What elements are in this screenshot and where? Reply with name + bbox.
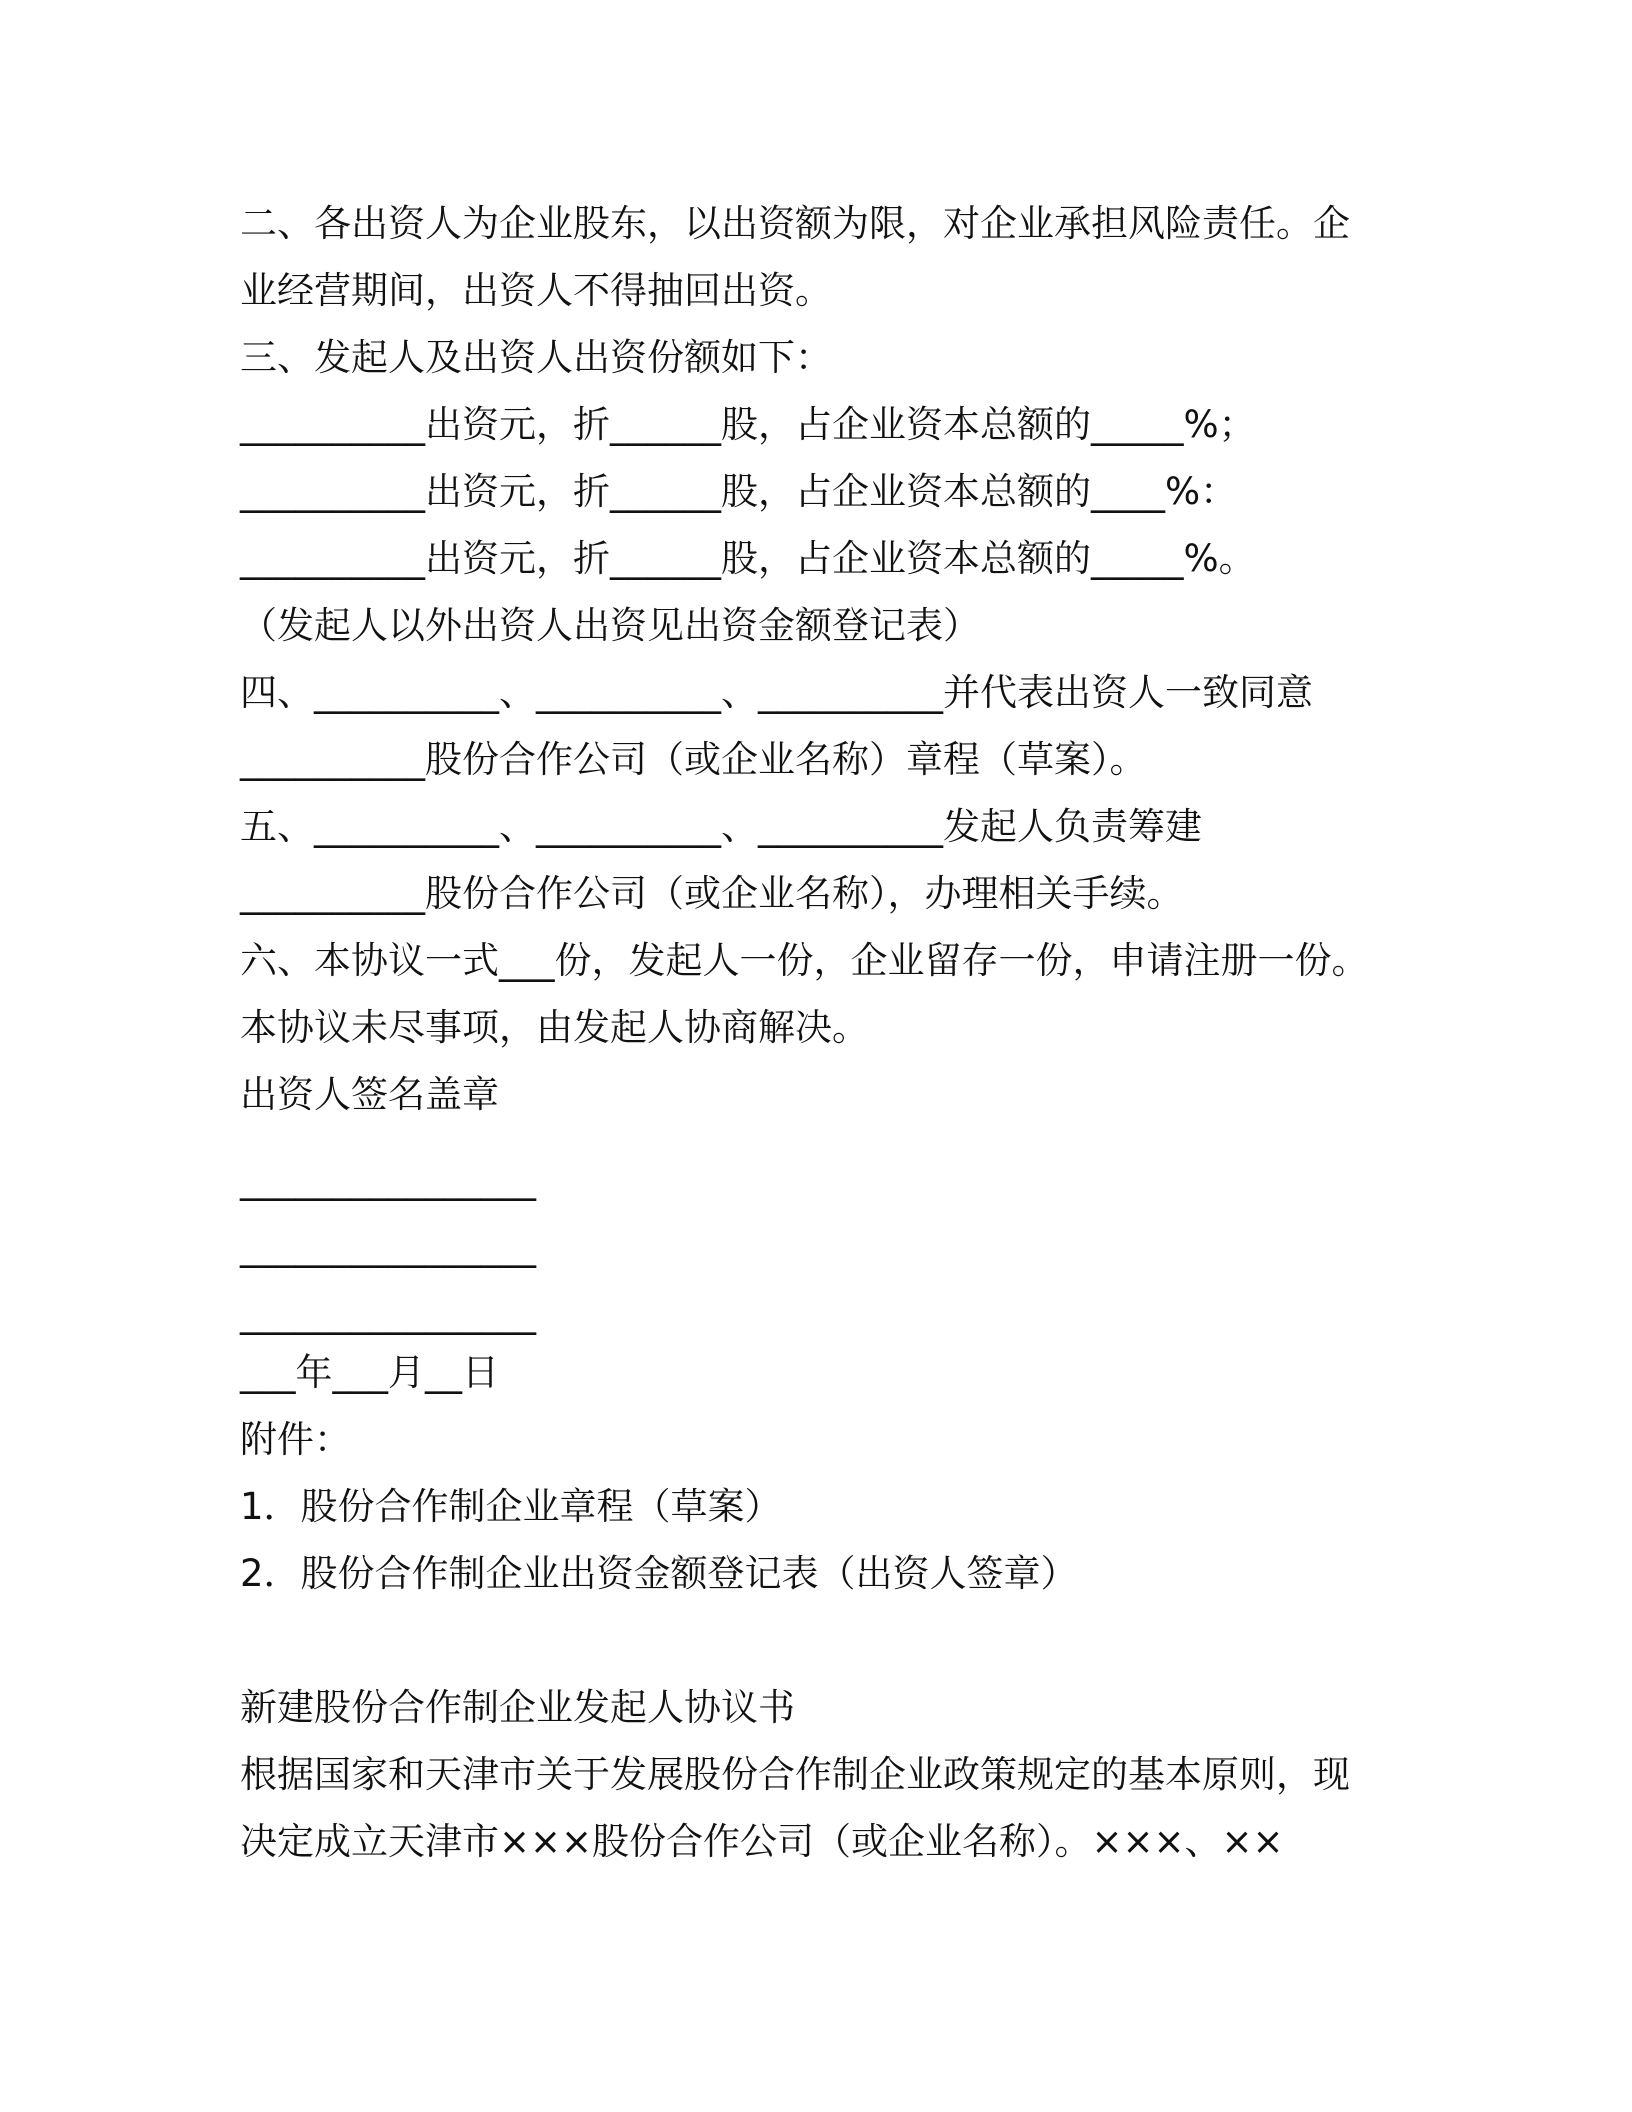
signature-line: ________________ (240, 1292, 536, 1335)
second-body-line-1: 根据国家和天津市关于发展股份合作制企业政策规定的基本原则，现 (240, 1753, 1350, 1796)
clause-five-line-2: __________股份合作公司（或企业名称），办理相关手续。 (240, 872, 1184, 915)
unresolved-matters-line: 本协议未尽事项，由发起人协商解决。 (240, 1006, 869, 1049)
signature-heading: 出资人签名盖章 (240, 1073, 499, 1116)
clause-four-line-2: __________股份合作公司（或企业名称）章程（草案）。 (240, 738, 1147, 781)
signature-line: ________________ (240, 1158, 536, 1201)
contribution-line-2: __________出资元，折______股，占企业资本总额的____%： (240, 470, 1238, 513)
clause-six-line: 六、本协议一式___份，发起人一份，企业留存一份，申请注册一份。 (240, 939, 1369, 982)
attachment-item: 2．股份合作制企业出资金额登记表（出资人签章） (240, 1552, 1078, 1595)
date-line: ___年___月__日 (240, 1351, 499, 1394)
attachments-label: 附件： (240, 1418, 351, 1461)
second-document-title: 新建股份合作制企业发起人协议书 (240, 1686, 795, 1729)
clause-five-line-1: 五、__________、__________、__________发起人负责筹建 (240, 805, 1202, 848)
second-body-line-2: 决定成立天津市×××股份合作公司（或企业名称）。×××、×× (240, 1820, 1284, 1863)
clause-two-line-1: 二、各出资人为企业股东，以出资额为限，对企业承担风险责任。企 (240, 202, 1350, 245)
clause-two-line-2: 业经营期间，出资人不得抽回出资。 (240, 269, 832, 312)
attachment-item: 1．股份合作制企业章程（草案） (240, 1485, 782, 1528)
document-body (240, 190, 1440, 1875)
contribution-note: （发起人以外出资人出资见出资金额登记表） (240, 604, 980, 647)
clause-three-heading: 三、发起人及出资人出资份额如下： (240, 336, 832, 379)
section-gap (240, 1607, 1440, 1674)
signature-line: ________________ (240, 1225, 536, 1268)
contribution-line-3: __________出资元，折______股，占企业资本总额的_____%。 (240, 537, 1256, 580)
clause-four-line-1: 四、__________、__________、__________并代表出资人一致同意 (240, 671, 1313, 714)
contribution-line-1: __________出资元，折______股，占企业资本总额的_____%； (240, 403, 1256, 446)
